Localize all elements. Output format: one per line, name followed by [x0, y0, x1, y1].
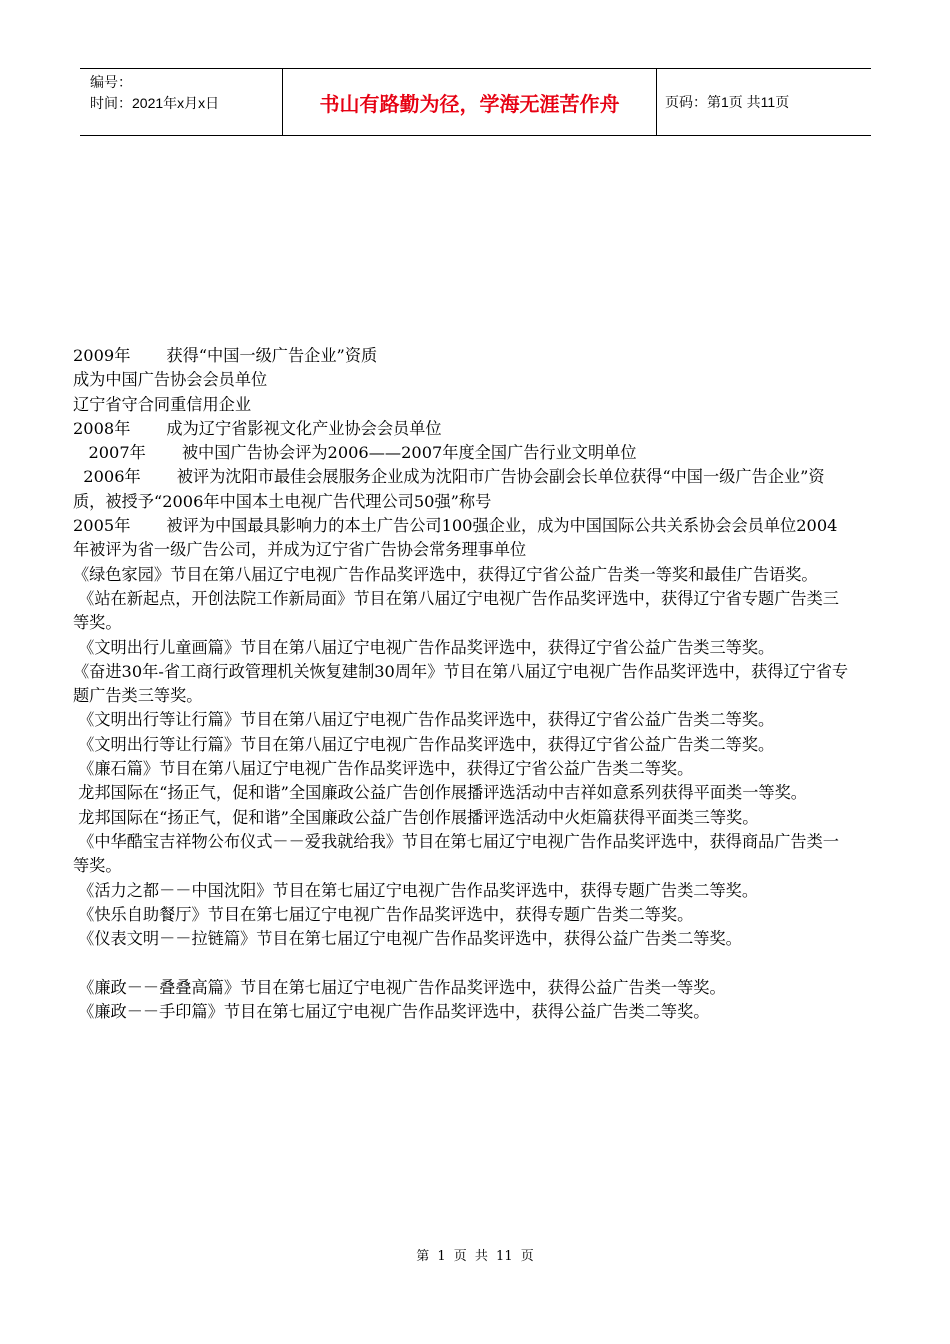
body-paragraph: 《廉政－－手印篇》节目在第七届辽宁电视广告作品奖评选中，获得公益广告类二等奖。 [73, 1002, 710, 1022]
body-paragraph: 龙邦国际在“扬正气，促和谐”全国廉政公益广告创作展播评选活动中吉祥如意系列获得平面类一等奖。 [73, 783, 807, 803]
body-paragraph: 2008年 成为辽宁省影视文化产业协会会员单位 [73, 418, 442, 438]
body-paragraph: 《廉政－－叠叠高篇》节目在第七届辽宁电视广告作品奖评选中，获得公益广告类一等奖。 [73, 977, 726, 997]
body-paragraph: 《仪表文明－－拉链篇》节目在第七届辽宁电视广告作品奖评选中，获得公益广告类二等奖。 [73, 929, 742, 949]
document-number-label: 编号： [90, 74, 132, 90]
body-paragraph: 成为中国广告协会会员单位 [73, 370, 268, 390]
body-paragraph: 辽宁省守合同重信用企业 [73, 394, 252, 414]
header-page-info: 页码：第1页 共11页 [665, 94, 790, 110]
page-header [80, 68, 871, 136]
body-paragraph: 《站在新起点，开创法院工作新局面》节目在第八届辽宁电视广告作品奖评选中，获得辽宁省专题广告类三等奖。 [73, 588, 839, 633]
body-paragraph: 《活力之都－－中国沈阳》节目在第七届辽宁电视广告作品奖评选中，获得专题广告类二等奖。 [73, 880, 759, 900]
body-paragraph: 龙邦国际在“扬正气，促和谐”全国廉政公益广告创作展播评选活动中火炬篇获得平面类三等奖。 [73, 807, 759, 827]
body-paragraph: 2007年 被中国广告协会评为2006——2007年度全国广告行业文明单位 [73, 443, 637, 463]
body-paragraph: 《绿色家园》节目在第八届辽宁电视广告作品奖评选中，获得辽宁省公益广告类一等奖和最佳广告语奖。 [73, 564, 818, 584]
body-paragraph [73, 951, 851, 975]
body-paragraph: 《快乐自助餐厅》节目在第七届辽宁电视广告作品奖评选中，获得专题广告类二等奖。 [73, 904, 694, 924]
body-paragraph: 《廉石篇》节目在第八届辽宁电视广告作品奖评选中，获得辽宁省公益广告类二等奖。 [73, 759, 694, 779]
body-paragraph: 2006年 被评为沈阳市最佳会展服务企业成为沈阳市广告协会副会长单位获得“中国一级广告企业”资质，被授予“2006年中国本土电视广告代理公司50强”称号 [73, 467, 825, 511]
body-paragraph: 《文明出行等让行篇》节目在第八届辽宁电视广告作品奖评选中，获得辽宁省公益广告类二等奖。 [73, 710, 775, 730]
body-paragraph: 《文明出行儿童画篇》节目在第八届辽宁电视广告作品奖评选中，获得辽宁省公益广告类三等奖。 [73, 637, 775, 657]
body-paragraph: 2009年 获得“中国一级广告企业”资质 [73, 346, 378, 365]
document-body [73, 344, 851, 1024]
body-paragraph: 《文明出行等让行篇》节目在第八届辽宁电视广告作品奖评选中，获得辽宁省公益广告类二等奖。 [73, 734, 775, 754]
body-paragraph: 《奋进30年-省工商行政管理机关恢复建制30周年》节目在第八届辽宁电视广告作品奖评选中，获得辽宁省专题广告类三等奖。 [73, 661, 849, 706]
document-date: 时间：2021年x月x日 [90, 95, 220, 111]
header-motto: 书山有路勤为径，学海无涯苦作舟 [282, 69, 657, 135]
page-footer: 第 1 页 共 11 页 [416, 1249, 534, 1264]
body-paragraph: 2005年 被评为中国最具影响力的本土广告公司100强企业，成为中国国际公共关系协会会员单位2004年被评为省一级广告公司，并成为辽宁省广告协会常务理事单位 [73, 516, 838, 560]
body-paragraph: 《中华酷宝吉祥物公布仪式－－爱我就给我》节目在第七届辽宁电视广告作品奖评选中，获得商品广告类一等奖。 [73, 831, 839, 876]
header-meta [80, 69, 282, 135]
